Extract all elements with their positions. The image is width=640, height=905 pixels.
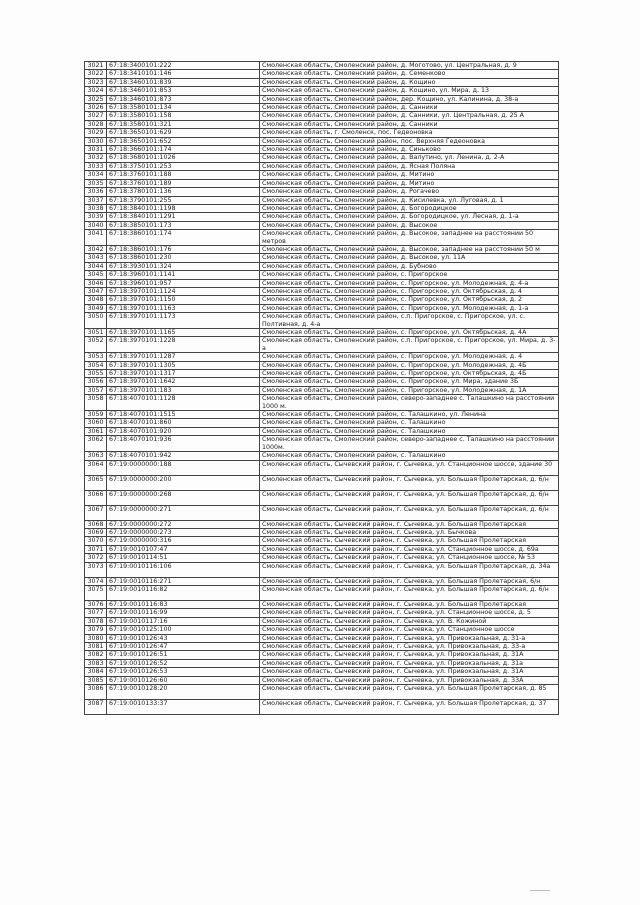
table-row: [85, 62, 559, 70]
row-number-cell: 3072: [85, 554, 107, 562]
table-row: [85, 562, 559, 577]
table-row: [85, 700, 559, 715]
address-cell: Смоленская область, Сычевский район, г. Сычевка, ул. В. Кожиной: [260, 617, 559, 625]
table-row: [85, 577, 559, 585]
cadastral-number-cell: 67:19:0010107:47: [107, 545, 260, 553]
registry-table: [84, 61, 559, 715]
table-row: [85, 87, 559, 95]
address-cell: Смоленская область, Сычевский район, г. Сычевка, ул. Привокзальная, д. 33А: [260, 676, 559, 684]
table-row: [85, 162, 559, 170]
table-row: [85, 659, 559, 667]
row-number-cell: 3082: [85, 651, 107, 659]
address-cell: Смоленская область, Смоленский район, с. Пригорское, ул. Октябрьская, д. 4Б: [260, 370, 559, 378]
cadastral-number-cell: 67:18:3970101:1305: [107, 361, 260, 369]
row-number-cell: 3058: [85, 395, 107, 411]
cadastral-number-cell: 67:19:0000000:273: [107, 528, 260, 536]
address-cell: Смоленская область, Сычевский район, г. Сычевка, ул. Станционное шоссе, № 53: [260, 554, 559, 562]
address-cell: Смоленская область, Смоленский район, с.п. Пригорское, с. Пригорское, ул. Мира, д. 3-а: [260, 337, 559, 353]
cadastral-number-cell: 67:18:3760101:189: [107, 179, 260, 187]
cadastral-number-cell: 67:18:3580101:321: [107, 120, 260, 128]
table-row: [85, 617, 559, 625]
table-row: [85, 271, 559, 279]
cadastral-number-cell: 67:19:0010126:60: [107, 676, 260, 684]
address-cell: Смоленская область, Смоленский район, с. Пригорское, ул. Молодежная, д. 4Б: [260, 361, 559, 369]
address-cell: Смоленская область, Смоленский район, с. Пригорское: [260, 271, 559, 279]
table-row: [85, 378, 559, 386]
table-row: [85, 651, 559, 659]
address-cell: Смоленская область, Смоленский район, с. Пригорское, ул. Молодежная, д. 4-а: [260, 279, 559, 287]
row-number-cell: 3037: [85, 196, 107, 204]
cadastral-number-cell: 67:18:3840101:1198: [107, 204, 260, 212]
address-cell: Смоленская область, Смоленский район, северо-западнее с. Талашкино на расстоянии 1000 м.: [260, 395, 559, 411]
address-cell: Смоленская область, Сычевский район, г. Сычевка, ул. Станционное шоссе: [260, 626, 559, 634]
table-row: [85, 537, 559, 545]
table-row: [85, 129, 559, 137]
row-number-cell: 3022: [85, 70, 107, 78]
cadastral-number-cell: 67:18:4070101:1128: [107, 395, 260, 411]
table-row: [85, 475, 559, 490]
table-row: [85, 245, 559, 253]
row-number-cell: 3070: [85, 537, 107, 545]
cadastral-number-cell: 67:19:0010128:20: [107, 685, 260, 700]
cadastral-number-cell: 67:18:3650101:652: [107, 137, 260, 145]
address-cell: Смоленская область, Смоленский район, д. Санники, ул. Центральная, д. 25 А: [260, 112, 559, 120]
address-cell: Смоленская область, Смоленский район, д. Богородицкое, ул. Лесная, д. 1-а: [260, 213, 559, 221]
row-number-cell: 3038: [85, 204, 107, 212]
cadastral-number-cell: 67:18:3960101:1141: [107, 271, 260, 279]
cadastral-number-cell: 67:19:0010114:51: [107, 554, 260, 562]
address-cell: Смоленская область, Сычевский район, г. Сычевка, ул. Большая Пролетарская: [260, 537, 559, 545]
cadastral-number-cell: 67:19:0000000:272: [107, 520, 260, 528]
table-row: [85, 626, 559, 634]
table-row: [85, 460, 559, 475]
table-row: [85, 634, 559, 642]
table-row: [85, 685, 559, 700]
cadastral-number-cell: 67:18:3970101:1163: [107, 304, 260, 312]
address-cell: Смоленская область, Сычевский район, г. Сычевка, ул. Большая Пролетарская: [260, 600, 559, 608]
cadastral-number-cell: 67:18:3580101:134: [107, 104, 260, 112]
table-row: [85, 642, 559, 650]
table-row: [85, 427, 559, 435]
table-row: [85, 262, 559, 270]
registry-table-body: [85, 62, 559, 715]
table-row: [85, 313, 559, 329]
table-row: [85, 221, 559, 229]
row-number-cell: 3054: [85, 361, 107, 369]
row-number-cell: 3063: [85, 452, 107, 460]
row-number-cell: 3029: [85, 129, 107, 137]
address-cell: Смоленская область, Смоленский район, с. Пригорское, ул. Молодежная, д. 1-а: [260, 304, 559, 312]
address-cell: Смоленская область, Смоленский район, д. Богородицкое: [260, 204, 559, 212]
row-number-cell: 3045: [85, 271, 107, 279]
cadastral-number-cell: 67:19:0010117:16: [107, 617, 260, 625]
table-row: [85, 554, 559, 562]
cadastral-number-cell: 67:18:3970101:1228: [107, 337, 260, 353]
table-row: [85, 386, 559, 394]
row-number-cell: 3026: [85, 104, 107, 112]
address-cell: Смоленская область, Смоленский район, д. Митино: [260, 179, 559, 187]
cadastral-number-cell: 67:18:3970101:1317: [107, 370, 260, 378]
cadastral-number-cell: 67:18:3960101:957: [107, 279, 260, 287]
cadastral-number-cell: 67:18:3970101:1124: [107, 287, 260, 295]
table-row: [85, 230, 559, 246]
address-cell: Смоленская область, Смоленский район, д. Ясная Поляна: [260, 162, 559, 170]
cadastral-number-cell: 67:18:3580101:158: [107, 112, 260, 120]
row-number-cell: 3067: [85, 505, 107, 520]
row-number-cell: 3027: [85, 112, 107, 120]
cadastral-number-cell: 67:19:0010116:82: [107, 585, 260, 600]
address-cell: Смоленская область, Смоленский район, д. Высокое, западнее на расстоянии 50 м: [260, 245, 559, 253]
address-cell: Смоленская область, Смоленский район, д. Кисилевка, ул. Луговая, д. 1: [260, 196, 559, 204]
table-row: [85, 600, 559, 608]
address-cell: Смоленская область, Смоленский район, дер. Кощино, ул. Калинина, д. 38-а: [260, 95, 559, 103]
cadastral-number-cell: 67:19:0000000:188: [107, 460, 260, 475]
row-number-cell: 3084: [85, 668, 107, 676]
table-row: [85, 353, 559, 361]
address-cell: Смоленская область, Сычевский район, г. Сычевка, ул. Большая Пролетарская, д. 6/н: [260, 475, 559, 490]
table-row: [85, 668, 559, 676]
row-number-cell: 3053: [85, 353, 107, 361]
table-row: [85, 137, 559, 145]
row-number-cell: 3077: [85, 609, 107, 617]
row-number-cell: 3068: [85, 520, 107, 528]
table-row: [85, 254, 559, 262]
table-row: [85, 585, 559, 600]
table-row: [85, 171, 559, 179]
cadastral-number-cell: 67:18:3970101:1287: [107, 353, 260, 361]
cadastral-number-cell: 67:19:0010116:106: [107, 562, 260, 577]
address-cell: Смоленская область, Смоленский район, д. Семенково: [260, 70, 559, 78]
row-number-cell: 3042: [85, 245, 107, 253]
table-row: [85, 304, 559, 312]
table-row: [85, 329, 559, 337]
address-cell: Смоленская область, Смоленский район, д. Митино: [260, 171, 559, 179]
cadastral-number-cell: 67:19:0010126:52: [107, 659, 260, 667]
address-cell: Смоленская область, Смоленский район, с. Талашкино: [260, 452, 559, 460]
table-row: [85, 120, 559, 128]
address-cell: Смоленская область, Сычевский район, г. Сычевка, ул. Большая Пролетарская, д. 6/н: [260, 505, 559, 520]
address-cell: Смоленская область, Смоленский район, д. Бубново: [260, 262, 559, 270]
table-row: [85, 70, 559, 78]
page-footer-mark: [530, 890, 550, 891]
table-row: [85, 179, 559, 187]
table-row: [85, 213, 559, 221]
row-number-cell: 3059: [85, 411, 107, 419]
table-row: [85, 154, 559, 162]
row-number-cell: 3055: [85, 370, 107, 378]
row-number-cell: 3066: [85, 490, 107, 505]
cadastral-number-cell: 67:18:4070101:1515: [107, 411, 260, 419]
address-cell: Смоленская область, Смоленский район, д. Синьково: [260, 146, 559, 154]
row-number-cell: 3075: [85, 585, 107, 600]
row-number-cell: 3043: [85, 254, 107, 262]
cadastral-number-cell: 67:18:4070101:920: [107, 427, 260, 435]
row-number-cell: 3062: [85, 436, 107, 452]
cadastral-number-cell: 67:18:3970101:1165: [107, 329, 260, 337]
cadastral-number-cell: 67:19:0000000:271: [107, 505, 260, 520]
row-number-cell: 3031: [85, 146, 107, 154]
cadastral-number-cell: 67:18:3460101:873: [107, 95, 260, 103]
table-row: [85, 395, 559, 411]
address-cell: Смоленская область, Смоленский район, д. Рогачево: [260, 188, 559, 196]
table-row: [85, 520, 559, 528]
cadastral-number-cell: 67:18:3760101:188: [107, 171, 260, 179]
row-number-cell: 3064: [85, 460, 107, 475]
address-cell: Смоленская область, Смоленский район, с. Пригорское, ул. Октябрьская, д. 2: [260, 296, 559, 304]
cadastral-number-cell: 67:18:3750101:253: [107, 162, 260, 170]
address-cell: Смоленская область, Смоленский район, северо-западнее с. Талашкино на расстоянии 1000м.: [260, 436, 559, 452]
cadastral-number-cell: 67:18:3460101:853: [107, 87, 260, 95]
address-cell: Смоленская область, Сычевский район, г. Сычевка, ул. Бычкова: [260, 528, 559, 536]
row-number-cell: 3030: [85, 137, 107, 145]
address-cell: Смоленская область, Сычевский район, г. Сычевка, ул. Большая Пролетарская, д. 34а: [260, 562, 559, 577]
cadastral-number-cell: 67:19:0010126:53: [107, 668, 260, 676]
cadastral-number-cell: 67:18:3790101:255: [107, 196, 260, 204]
table-row: [85, 545, 559, 553]
table-row: [85, 146, 559, 154]
address-cell: Смоленская область, Смоленский район, д. Санники: [260, 104, 559, 112]
cadastral-number-cell: 67:19:0010125:100: [107, 626, 260, 634]
address-cell: Смоленская область, Сычевский район, г. Сычевка, ул. Большая Пролетарская, д. 6/н: [260, 490, 559, 505]
row-number-cell: 3040: [85, 221, 107, 229]
address-cell: Смоленская область, Сычевский район, г. Сычевка, ул. Большая Пролетарская, д. 85: [260, 685, 559, 700]
address-cell: Смоленская область, Смоленский район, с. Талашкино: [260, 419, 559, 427]
address-cell: Смоленская область, Сычевский район, г. Сычевка, ул. Привокзальная, д. 31-а: [260, 634, 559, 642]
cadastral-number-cell: 67:19:0010116:83: [107, 600, 260, 608]
table-row: [85, 436, 559, 452]
row-number-cell: 3069: [85, 528, 107, 536]
cadastral-number-cell: 67:19:0010126:43: [107, 634, 260, 642]
address-cell: Смоленская область, Сычевский район, г. Сычевка, ул. Привокзальная, д. 31а: [260, 659, 559, 667]
address-cell: Смоленская область, Смоленский район, с. Талашкино, ул. Ленина: [260, 411, 559, 419]
table-row: [85, 112, 559, 120]
address-cell: Смоленская область, Смоленский район, д. Высокое, западнее на расстоянии 50 метров: [260, 230, 559, 246]
address-cell: Смоленская область, Смоленский район, с. Пригорское, ул. Октябрьская, д. 4А: [260, 329, 559, 337]
table-row: [85, 490, 559, 505]
row-number-cell: 3087: [85, 700, 107, 715]
table-row: [85, 676, 559, 684]
cadastral-number-cell: 67:18:3860101:176: [107, 245, 260, 253]
row-number-cell: 3086: [85, 685, 107, 700]
row-number-cell: 3048: [85, 296, 107, 304]
table-row: [85, 505, 559, 520]
address-cell: Смоленская область, Смоленский район, д. Валутино, ул. Ленина, д. 2-А: [260, 154, 559, 162]
cadastral-number-cell: 67:18:3400101:222: [107, 62, 260, 70]
row-number-cell: 3032: [85, 154, 107, 162]
cadastral-number-cell: 67:18:3860101:174: [107, 230, 260, 246]
row-number-cell: 3052: [85, 337, 107, 353]
address-cell: Смоленская область, г. Смоленск, пос. Гедеоновка: [260, 129, 559, 137]
address-cell: Смоленская область, Сычевский район, г. Сычевка, ул. Большая Пролетарская, д. 37: [260, 700, 559, 715]
cadastral-number-cell: 67:18:3970101:1642: [107, 378, 260, 386]
row-number-cell: 3083: [85, 659, 107, 667]
address-cell: Смоленская область, Смоленский район, с. Пригорское, ул. Молодежная, д. 1А: [260, 386, 559, 394]
cadastral-number-cell: 67:19:0010126:51: [107, 651, 260, 659]
row-number-cell: 3047: [85, 287, 107, 295]
row-number-cell: 3085: [85, 676, 107, 684]
row-number-cell: 3034: [85, 171, 107, 179]
row-number-cell: 3046: [85, 279, 107, 287]
row-number-cell: 3036: [85, 188, 107, 196]
cadastral-number-cell: 67:19:0010116:99: [107, 609, 260, 617]
row-number-cell: 3057: [85, 386, 107, 394]
cadastral-number-cell: 67:18:3840101:1291: [107, 213, 260, 221]
table-row: [85, 204, 559, 212]
row-number-cell: 3051: [85, 329, 107, 337]
table-row: [85, 452, 559, 460]
address-cell: Смоленская область, Смоленский район, д. Высокое: [260, 221, 559, 229]
row-number-cell: 3033: [85, 162, 107, 170]
row-number-cell: 3049: [85, 304, 107, 312]
cadastral-number-cell: 67:18:4070101:860: [107, 419, 260, 427]
row-number-cell: 3076: [85, 600, 107, 608]
address-cell: Смоленская область, Сычевский район, г. Сычевка, ул. Станционное шоссе, здание 30: [260, 460, 559, 475]
cadastral-number-cell: 67:19:0010133:37: [107, 700, 260, 715]
address-cell: Смоленская область, Сычевский район, г. Сычевка, ул. Станционное шоссе, д. 69а: [260, 545, 559, 553]
row-number-cell: 3060: [85, 419, 107, 427]
address-cell: Смоленская область, Смоленский район, д. Санники: [260, 120, 559, 128]
table-row: [85, 188, 559, 196]
table-row: [85, 337, 559, 353]
address-cell: Смоленская область, Смоленский район, с. Талашкино: [260, 427, 559, 435]
table-row: [85, 104, 559, 112]
row-number-cell: 3073: [85, 562, 107, 577]
row-number-cell: 3035: [85, 179, 107, 187]
address-cell: Смоленская область, Сычевский район, г. Сычевка, ул. Привокзальная, д. 33-а: [260, 642, 559, 650]
row-number-cell: 3080: [85, 634, 107, 642]
address-cell: Смоленская область, Смоленский район, с. Пригорское, ул. Октябрьская, д. 4: [260, 287, 559, 295]
row-number-cell: 3074: [85, 577, 107, 585]
table-row: [85, 196, 559, 204]
row-number-cell: 3023: [85, 78, 107, 86]
row-number-cell: 3065: [85, 475, 107, 490]
cadastral-number-cell: 67:18:3410101:146: [107, 70, 260, 78]
cadastral-number-cell: 67:18:3680101:1026: [107, 154, 260, 162]
cadastral-number-cell: 67:18:3970101:183: [107, 386, 260, 394]
table-row: [85, 609, 559, 617]
row-number-cell: 3041: [85, 230, 107, 246]
cadastral-number-cell: 67:18:3780101:136: [107, 188, 260, 196]
table-row: [85, 411, 559, 419]
cadastral-number-cell: 67:18:3460101:839: [107, 78, 260, 86]
address-cell: Смоленская область, Смоленский район, с. Пригорское, ул. Молодежная, д. 4: [260, 353, 559, 361]
cadastral-number-cell: 67:19:0000000:200: [107, 475, 260, 490]
address-cell: Смоленская область, Сычевский район, г. Сычевка, ул. Привокзальная, д. 31А: [260, 651, 559, 659]
row-number-cell: 3024: [85, 87, 107, 95]
row-number-cell: 3039: [85, 213, 107, 221]
address-cell: Смоленская область, Смоленский район, с. Пригорское, ул. Мира, здание 3Б: [260, 378, 559, 386]
cadastral-number-cell: 67:18:4070101:942: [107, 452, 260, 460]
row-number-cell: 3071: [85, 545, 107, 553]
address-cell: Смоленская область, Смоленский район, д. Высокое, ул. 11А: [260, 254, 559, 262]
table-row: [85, 370, 559, 378]
address-cell: Смоленская область, Смоленский район, д. Моготово, ул. Центральная, д. 9: [260, 62, 559, 70]
address-cell: Смоленская область, Смоленский район, пос. Верхняя Гедеоновка: [260, 137, 559, 145]
cadastral-number-cell: 67:19:0000000:268: [107, 490, 260, 505]
table-row: [85, 95, 559, 103]
row-number-cell: 3079: [85, 626, 107, 634]
cadastral-number-cell: 67:18:3970101:1173: [107, 313, 260, 329]
address-cell: Смоленская область, Смоленский район, с.п. Пригорское, с. Пригорское, ул. с. Полтивная, д. 4-а: [260, 313, 559, 329]
cadastral-number-cell: 67:19:0010126:47: [107, 642, 260, 650]
table-row: [85, 528, 559, 536]
cadastral-number-cell: 67:18:3860101:230: [107, 254, 260, 262]
table-row: [85, 361, 559, 369]
row-number-cell: 3050: [85, 313, 107, 329]
row-number-cell: 3044: [85, 262, 107, 270]
row-number-cell: 3056: [85, 378, 107, 386]
cadastral-number-cell: 67:18:3850101:173: [107, 221, 260, 229]
cadastral-number-cell: 67:18:3650101:629: [107, 129, 260, 137]
cadastral-number-cell: 67:18:3970101:1150: [107, 296, 260, 304]
address-cell: Смоленская область, Сычевский район, г. Сычевка, ул. Большая Пролетарская, 6/н: [260, 577, 559, 585]
table-row: [85, 287, 559, 295]
address-cell: Смоленская область, Сычевский район, г. Сычевка, ул. Большая Пролетарская: [260, 520, 559, 528]
table-row: [85, 78, 559, 86]
address-cell: Смоленская область, Смоленский район, д. Кощино, ул. Мира, д. 13: [260, 87, 559, 95]
row-number-cell: 3061: [85, 427, 107, 435]
cadastral-number-cell: 67:18:3930101:324: [107, 262, 260, 270]
row-number-cell: 3028: [85, 120, 107, 128]
cadastral-number-cell: 67:18:4070101:936: [107, 436, 260, 452]
address-cell: Смоленская область, Сычевский район, г. Сычевка, ул. Станционное шоссе, д. 5: [260, 609, 559, 617]
row-number-cell: 3081: [85, 642, 107, 650]
address-cell: Смоленская область, Смоленский район, д. Кощино: [260, 78, 559, 86]
table-row: [85, 296, 559, 304]
row-number-cell: 3078: [85, 617, 107, 625]
address-cell: Смоленская область, Сычевский район, г. Сычевка, ул. Большая Пролетарская, д. 6/н: [260, 585, 559, 600]
cadastral-number-cell: 67:19:0010116:271: [107, 577, 260, 585]
row-number-cell: 3021: [85, 62, 107, 70]
table-row: [85, 279, 559, 287]
cadastral-number-cell: 67:18:3660101:174: [107, 146, 260, 154]
cadastral-number-cell: 67:19:0000000:316: [107, 537, 260, 545]
address-cell: Смоленская область, Сычевский район, г. Сычевка, ул. Привокзальная, д. 31А: [260, 668, 559, 676]
table-row: [85, 419, 559, 427]
row-number-cell: 3025: [85, 95, 107, 103]
